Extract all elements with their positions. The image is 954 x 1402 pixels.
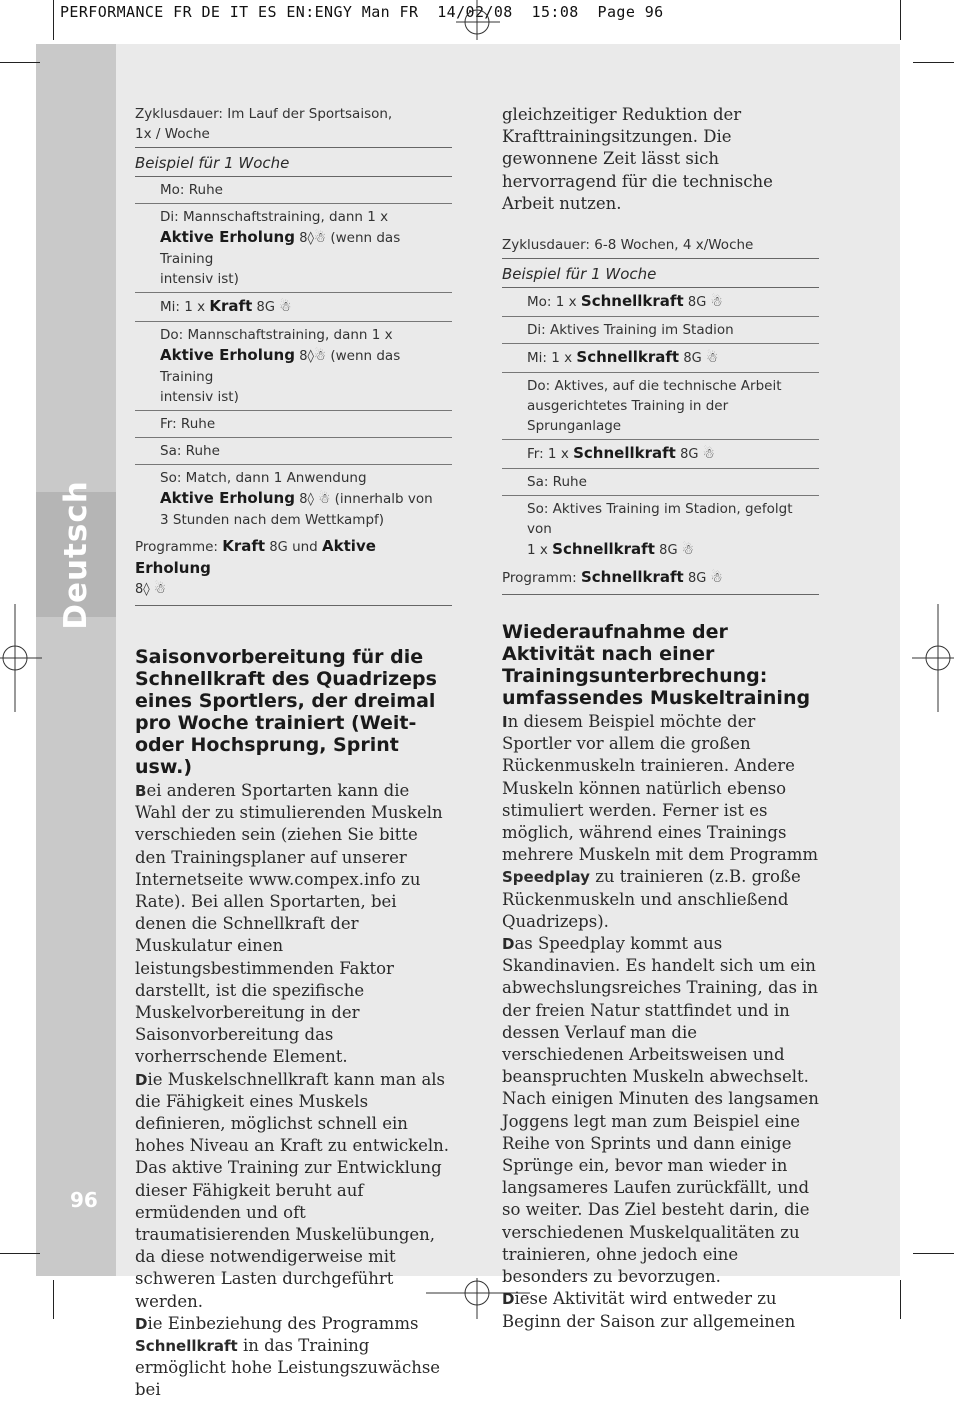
schedule-row-friday: Fr: 1 x Schnellkraft 8G ☃	[502, 440, 819, 469]
cycle-duration: Zyklusdauer: Im Lauf der Sportsaison, 1x / Woche	[135, 106, 393, 142]
athlete-icon: ☃	[702, 446, 715, 463]
registration-mark-icon	[456, 0, 500, 40]
print-slug-header: PERFORMANCE FR DE IT ES EN:ENGY Man FR 14/02/08 15:08 Page 96	[60, 3, 664, 21]
schedule-row-saturday: Sa: Ruhe	[502, 469, 819, 496]
program-line: Programme: Kraft 8G und Aktive Erholung 8◊ ☃	[135, 533, 452, 606]
schedule-row-monday: Mo: 1 x Schnellkraft 8G ☃	[502, 288, 819, 317]
schedule-row-monday: Mo: Ruhe	[135, 177, 452, 204]
athlete-icon: ☃	[681, 542, 694, 559]
crop-mark	[53, 0, 54, 40]
paragraph: Die Muskelschnellkraft kann man als die Fähigkeit eines Muskels definieren, möglichst schnell ein hohes Niveau an Kraft zu entwickeln. Das aktive Training zur Entwicklung dieser Fähigkeit beruht auf ermüdenden und oft traumatisierenden Muskelübungen, da diese notwendigerweise mit schweren Lasten durchgeführt werden.	[135, 1069, 450, 1311]
crop-mark	[900, 1280, 901, 1319]
athlete-icon: ☃	[706, 350, 719, 367]
paragraph: Das Speedplay kommt aus Skandinavien. Es handelt sich um ein abwechslungsreiches Training, das in der freien Natur stattfindet und in dessen Verlauf man die verschiedenen Arbeitsweisen und beanspruchten Muskeln abwechselt. Nach einigen Minuten des langsamen Joggens legt man zum Beispiel eine Reihe von Sprints und dann einige Sprünge ein, bevor man wieder in langsameres Laufen zurückfällt, und so weiter. Das Ziel besteht darin, die verschiedenen Muskelqualitäten zu trainieren, ohne jedoch eine besonders zu bevorzugen.	[502, 934, 819, 1287]
schedule-row-friday: Fr: Ruhe	[135, 411, 452, 438]
language-label: Deutsch	[58, 480, 94, 630]
right-column	[502, 104, 819, 1333]
athlete-icon: ☃	[710, 294, 723, 311]
crop-mark	[913, 62, 954, 63]
schedule-row-tuesday: Di: Mannschaftstraining, dann 1 x Aktive Erholung 8◊☃ (wenn das Training intensiv ist)	[135, 204, 452, 293]
athlete-icon: ☃	[279, 299, 292, 315]
sidebar-band	[36, 44, 116, 1276]
athlete-icon: ☃	[318, 491, 331, 507]
registration-mark-icon	[912, 604, 954, 712]
crop-mark	[913, 1253, 954, 1254]
schedule-row-tuesday: Di: Aktives Training im Stadion	[502, 317, 819, 344]
body-text	[502, 711, 819, 1333]
paragraph: Bei anderen Sportarten kann die Wahl der zu stimulierenden Muskeln verschieden sein (ziehen Sie bitte den Trainingsplaner auf unserer Internetseite www.compex.info zu Rate). Bei allen Sportarten, bei denen die Schnellkraft der Muskulatur einen leistungsbestimmenden Faktor darstellt, ist die spezifische Muskelvorbereitung in der Saisonvorbereitung das vorherrschende Element.	[135, 781, 443, 1067]
crop-mark	[53, 1280, 54, 1319]
schedule-row-thursday: Do: Mannschaftstraining, dann 1 x Aktive Erholung 8◊☃ (wenn das Training intensiv ist)	[135, 322, 452, 411]
athlete-icon: ☃	[710, 570, 723, 587]
cycle-duration: Zyklusdauer: 6-8 Wochen, 4 x/Woche	[502, 237, 754, 254]
section-heading: Wiederaufnahme der Aktivität nach einer Trainingsunterbrechung: umfassendes Muskeltraining	[502, 621, 811, 710]
page-number: 96	[70, 1188, 98, 1212]
schedule-row-sunday: So: Match, dann 1 Anwendung Aktive Erholung 8◊ ☃ (innerhalb von 3 Stunden nach dem Wettkampf)	[160, 470, 433, 528]
week-example-label: Beispiel für 1 Woche	[135, 147, 452, 177]
paragraph: Die Einbeziehung des Programms Schnellkraft in das Training ermöglicht hohe Leistungszuwächse bei	[135, 1313, 441, 1400]
crop-mark	[0, 1253, 40, 1254]
intro-paragraph: gleichzeitiger Reduktion der Krafttrainingsitzungen. Die gewonnene Zeit lässt sich hervorragend für die technische Arbeit nutzen.	[502, 105, 773, 213]
crop-mark	[0, 62, 40, 63]
schedule-row-saturday: Sa: Ruhe	[135, 438, 452, 465]
crop-mark	[900, 0, 901, 40]
left-column	[135, 104, 452, 1402]
week-example-label: Beispiel für 1 Woche	[502, 258, 819, 288]
schedule-row-wednesday: Mi: 1 x Schnellkraft 8G ☃	[502, 344, 819, 373]
section-heading: Saisonvorbereitung für die Schnellkraft des Quadrizeps eines Sportlers, der dreimal pro Woche trainiert (Weit- oder Hochsprung, Sprint usw.)	[135, 646, 437, 778]
schedule-row-thursday: Do: Aktives, auf die technische Arbeit ausgerichtetes Training in der Sprunganlage	[502, 373, 819, 440]
paragraph: In diesem Beispiel möchte der Sportler vor allem die großen Rückenmuskeln trainieren. Andere Muskeln können natürlich ebenso stimuliert werden. Ferner ist es möglich, während eines Trainings mehrere Muskeln mit dem Programm Speedplay zu trainieren (z.B. große Rückenmuskeln und anschließend Quadrizeps).	[502, 712, 819, 931]
athlete-icon: ☃	[313, 348, 327, 364]
paragraph: Diese Aktivität wird entweder zu Beginn der Saison zur allgemeinen	[502, 1289, 796, 1331]
schedule-row-sunday: So: Aktives Training im Stadion, gefolgt von 1 x Schnellkraft 8G ☃	[527, 501, 793, 559]
registration-mark-icon	[0, 604, 42, 712]
athlete-icon: ☃	[154, 581, 167, 597]
program-line: Programm: Schnellkraft 8G ☃	[502, 564, 819, 595]
athlete-icon: ☃	[313, 230, 327, 246]
schedule-row-wednesday: Mi: 1 x Kraft 8G ☃	[135, 293, 452, 322]
body-text	[135, 780, 452, 1402]
